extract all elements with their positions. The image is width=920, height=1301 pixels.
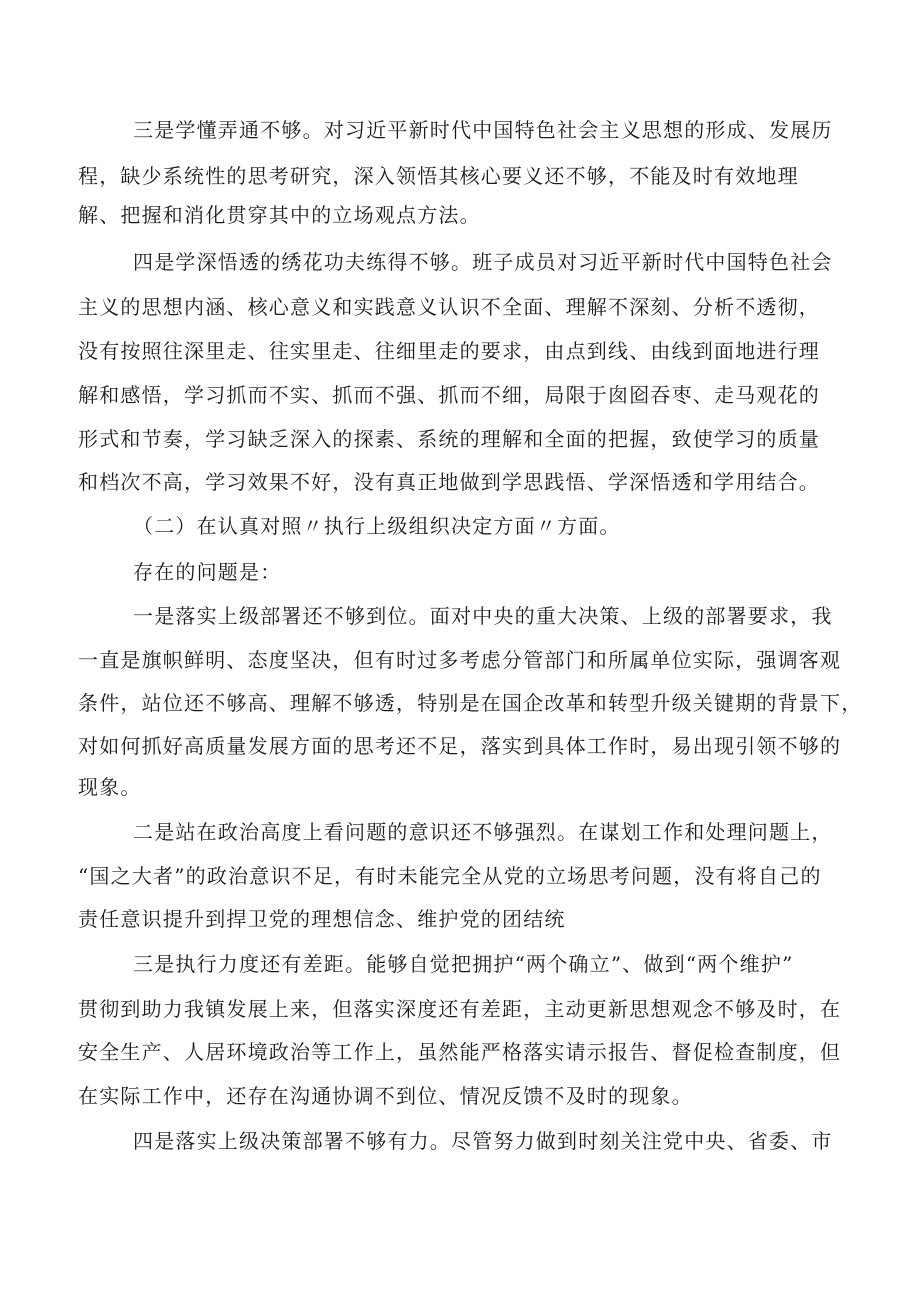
- text-line: 条件，站位还不够高、理解不够透，特别是在国企改革和转型升级关键期的背景下，: [78, 691, 863, 715]
- text-line: 对如何抓好高质量发展方面的思考还不足，落实到具体工作时，易出现引领不够的: [78, 734, 842, 758]
- text-line: 存在的问题是：: [133, 560, 282, 584]
- text-line: 三是执行力度还有差距。能够自觉把拥护“两个确立”、做到“两个维护”: [133, 952, 794, 976]
- section-heading: （二）在认真对照〃执行上级组织决定方面〃方面。: [133, 514, 621, 538]
- text-line: “国之大者”的政治意识不足，有时未能完全从党的立场思考问题，没有将自己的: [78, 864, 822, 888]
- text-line: 现象。: [78, 775, 142, 799]
- text-line: 四是学深悟透的绣花功夫练得不够。班子成员对习近平新时代中国特色社会: [133, 250, 833, 274]
- text-line: 一直是旗帜鲜明、态度坚决，但有时过多考虑分管部门和所属单位实际，强调客观: [78, 648, 842, 672]
- text-line: 安全生产、人居环境政治等工作上，虽然能严格落实请示报告、督促检查制度，但: [78, 1040, 842, 1064]
- text-line: 二是站在政治高度上看问题的意识还不够强烈。在谋划工作和处理问题上，: [133, 820, 833, 844]
- text-line: 主义的思想内涵、核心意义和实践意义认识不全面、理解不深刻、分析不透彻，: [78, 295, 820, 319]
- text-line: 没有按照往深里走、往实里走、往细里走的要求，由点到线、由线到面地进行理: [78, 339, 820, 363]
- text-line: 形式和节奏，学习缺乏深入的探素、系统的理解和全面的把握，致使学习的质量: [78, 427, 820, 451]
- text-line: 在实际工作中，还存在沟通协调不到位、情况反馈不及时的现象。: [78, 1084, 693, 1108]
- text-line: 程，缺少系统性的思考研究，深入领悟其核心要义还不够，不能及时有效地理: [78, 164, 799, 188]
- text-line: 和档次不高，学习效果不好，没有真正地做到学思践悟、学深悟透和学用结合。: [78, 470, 820, 494]
- text-line: 责任意识提升到捍卫党的理想信念、维护党的团结统: [78, 907, 566, 931]
- text-line: 解、把握和消化贯穿其中的立场观点方法。: [78, 203, 481, 227]
- text-line: 四是落实上级决策部署不够有力。尽管努力做到时刻关注党中央、省委、市: [133, 1129, 833, 1153]
- text-line: 贯彻到助力我镇发展上来，但落实深度还有差距，主动更新思想观念不够及时，在: [78, 997, 842, 1021]
- text-line: 三是学懂弄通不够。对习近平新时代中国特色社会主义思想的形成、发展历: [133, 118, 833, 142]
- text-line: 解和感悟，学习抓而不实、抓而不强、抓而不细，局限于囱囵吞枣、走马观花的: [78, 383, 820, 407]
- text-line: 一是落实上级部署还不够到位。面对中央的重大决策、上级的部署要求，我: [133, 604, 833, 628]
